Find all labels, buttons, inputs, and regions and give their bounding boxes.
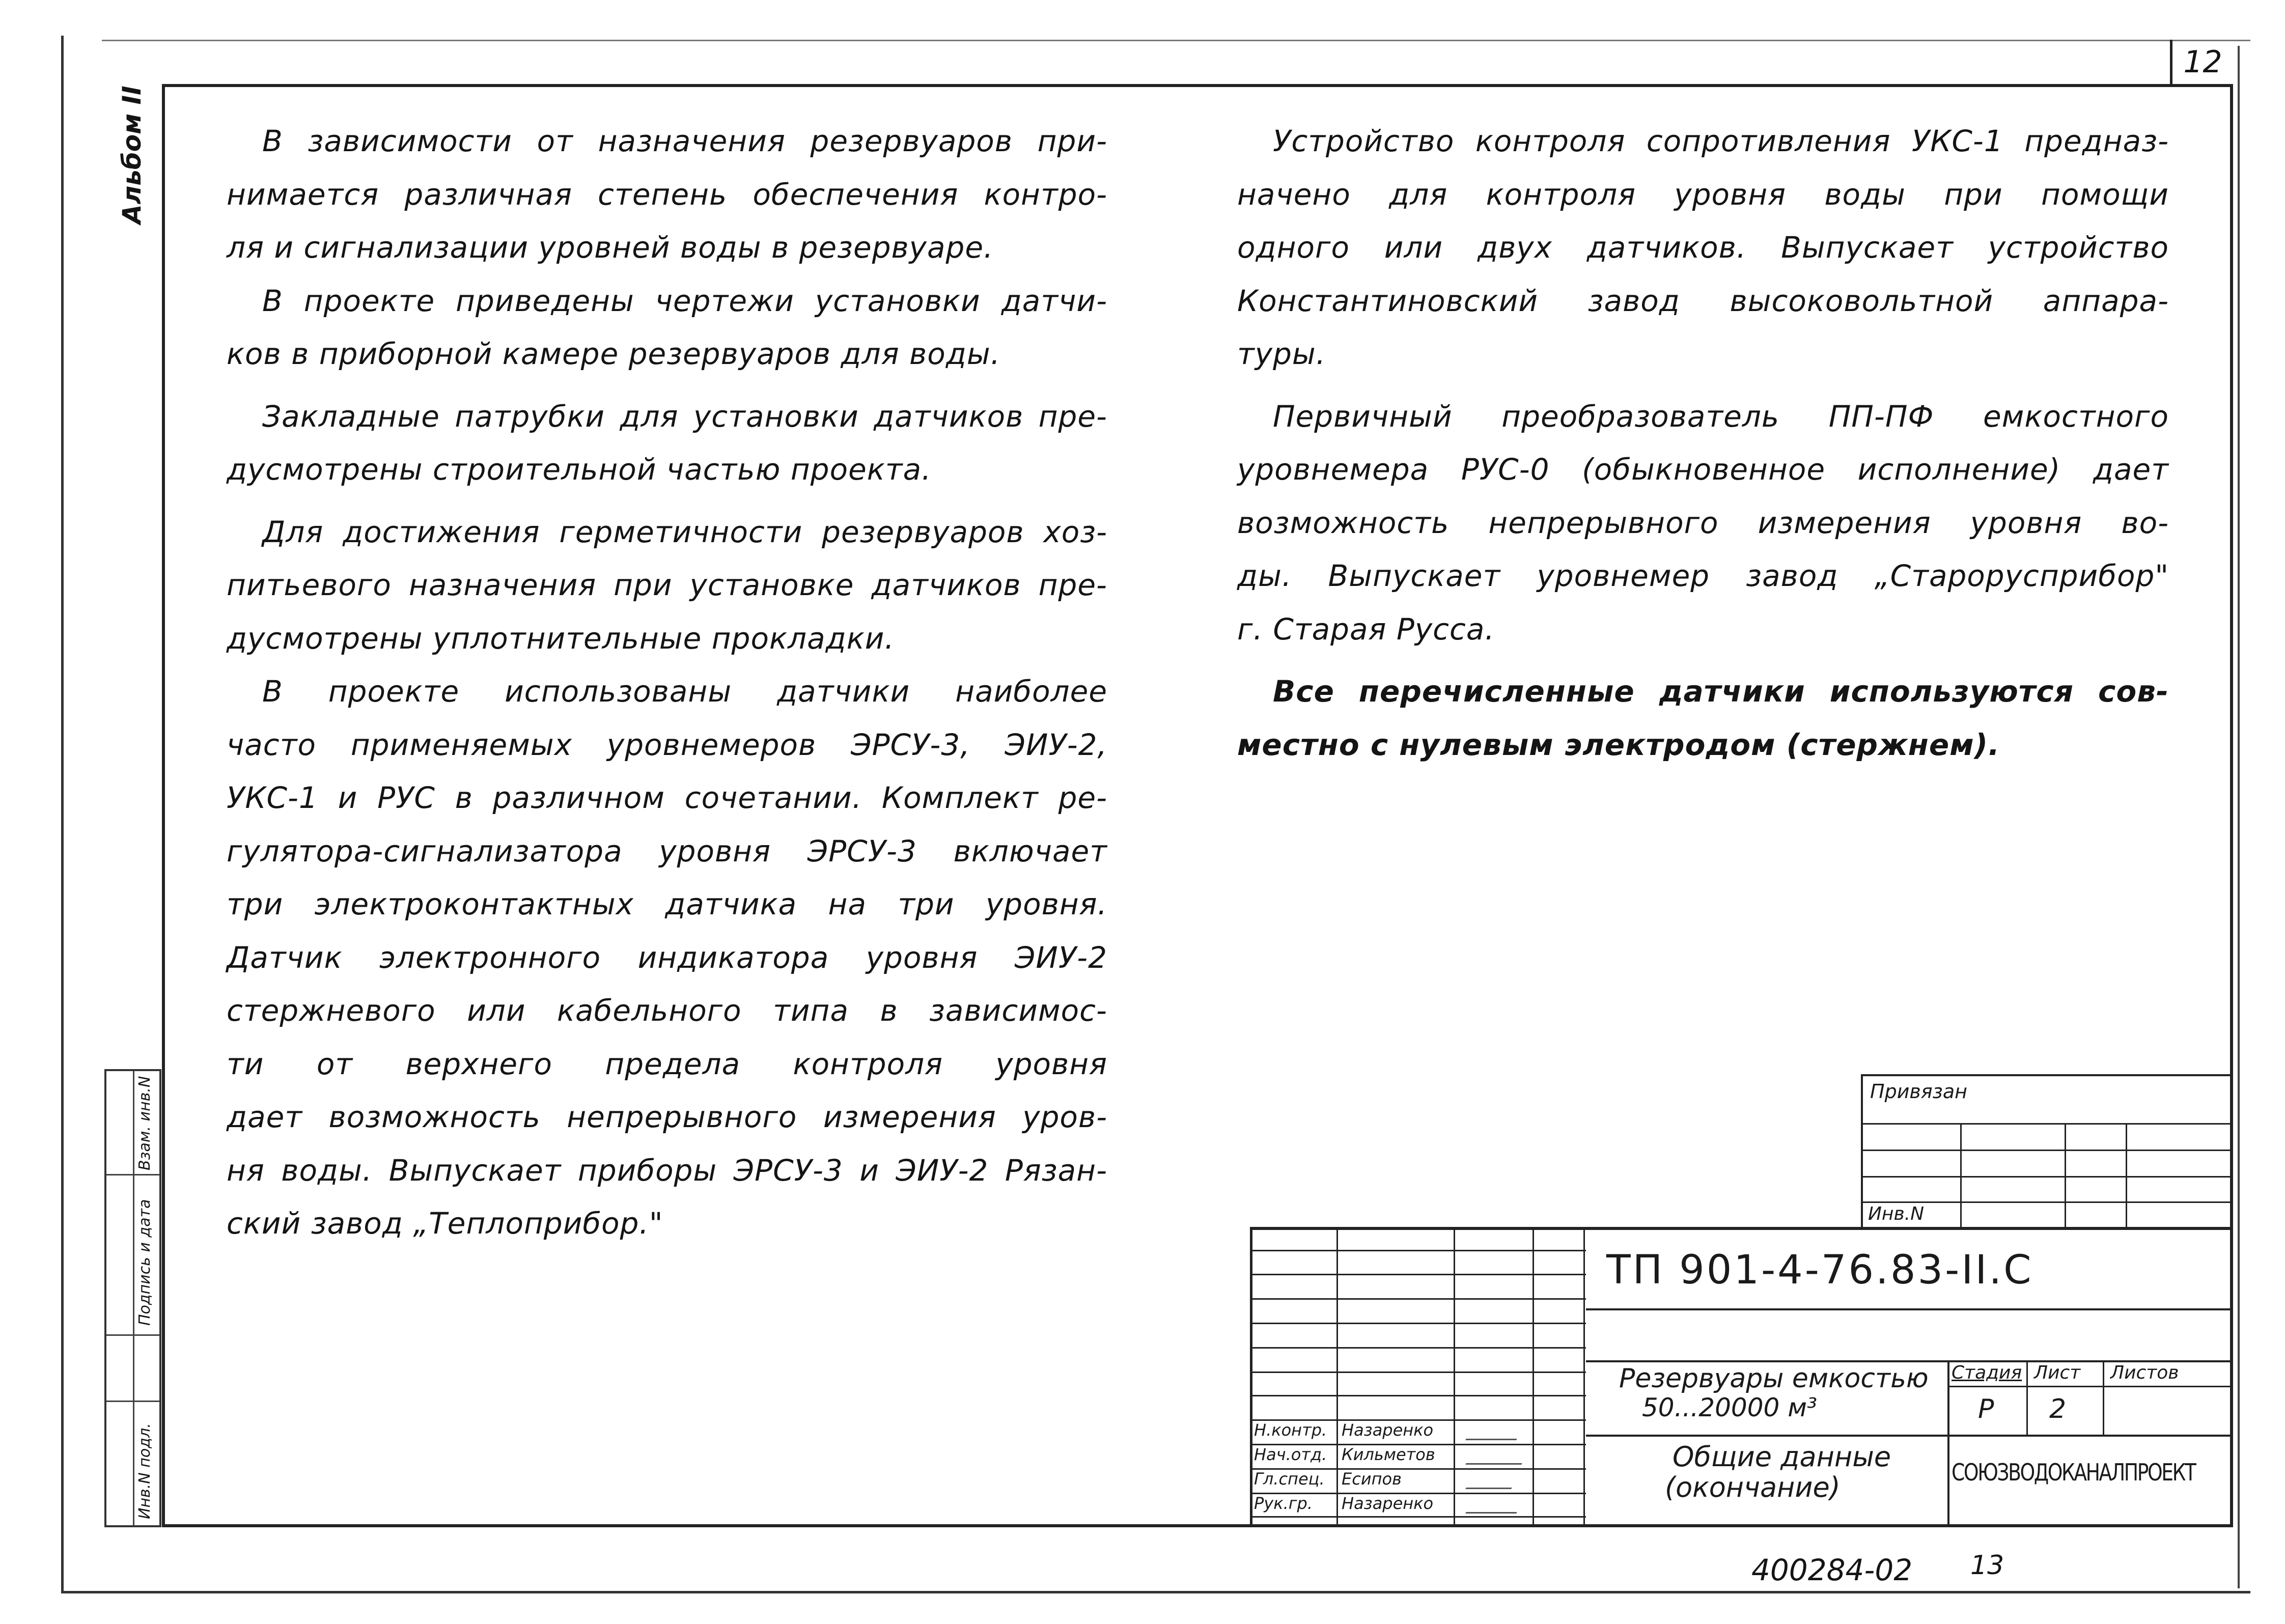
binding-block bbox=[1861, 1074, 2233, 1227]
sig-name: Назаренко bbox=[1342, 1420, 1434, 1440]
stamp-label-signature: Подпись и дата bbox=[136, 1199, 154, 1326]
organization: СОЮЗВОДОКАНАЛПРОЕКТ bbox=[1952, 1459, 2195, 1486]
top-rule bbox=[102, 40, 2250, 41]
sheets-header: Листов bbox=[2110, 1362, 2179, 1383]
right-rule bbox=[2238, 46, 2240, 1588]
text-line: В проекте приведены чертежи установки датчи- bbox=[262, 283, 1107, 318]
text-line: ти от верхнего предела контроля уровня bbox=[227, 1046, 1107, 1081]
text-line: ля и сигнализации уровней воды в резервуаре. bbox=[227, 230, 994, 265]
text-line: Для достижения герметичности резервуаров хоз- bbox=[262, 514, 1107, 549]
object-name-line2: 50...20000 м³ bbox=[1642, 1393, 1818, 1422]
text-line: питьевого назначения при установке датчиков пре- bbox=[227, 568, 1107, 602]
text-line: ня воды. Выпускает приборы ЭРСУ-3 и ЭИУ-2 Рязан- bbox=[227, 1153, 1107, 1188]
text-line: часто применяемых уровнемеров ЭРСУ-3, ЭИУ-2, bbox=[227, 727, 1107, 762]
sheet-value: 2 bbox=[2049, 1394, 2067, 1424]
sheet-number: 12 bbox=[2170, 40, 2233, 87]
text-line: ков в приборной камере резервуаров для воды. bbox=[227, 337, 1001, 371]
text-line: Все перечисленные датчики используются сов- bbox=[1273, 674, 2169, 709]
text-line: В проекте использованы датчики наиболее bbox=[262, 674, 1107, 709]
text-line: ды. Выпускает уровнемер завод „Старорусприбор" bbox=[1237, 558, 2169, 593]
right-text-column bbox=[1237, 115, 2169, 771]
title-block bbox=[1250, 1227, 2233, 1527]
sig-role: Н.контр. bbox=[1254, 1420, 1327, 1440]
text-line: дусмотрены уплотнительные прокладки. bbox=[227, 621, 895, 656]
text-line: ский завод „Теплоприбор." bbox=[227, 1206, 663, 1241]
object-name-line1: Резервуары емкостью bbox=[1619, 1363, 1929, 1394]
text-line: УКС-1 и РУС в различном сочетании. Комплект ре- bbox=[227, 780, 1107, 815]
sig-name: Есипов bbox=[1342, 1469, 1402, 1489]
text-line: одного или двух датчиков. Выпускает устройство bbox=[1237, 230, 2169, 265]
stage-value: Р bbox=[1978, 1394, 1994, 1424]
signature-mark bbox=[1465, 1450, 1528, 1465]
text-line: Закладные патрубки для установки датчиков пре- bbox=[262, 399, 1107, 434]
text-line: гулятора-сигнализатора уровня ЭРСУ-3 включает bbox=[227, 833, 1107, 869]
sig-name: Кильметов bbox=[1342, 1445, 1435, 1464]
stamp-label-replaced: Взам. инв.N bbox=[136, 1076, 154, 1170]
sig-role: Нач.отд. bbox=[1254, 1445, 1327, 1464]
stamp-label-inventory: Инв.N подл. bbox=[136, 1423, 154, 1519]
sig-name: Назаренко bbox=[1342, 1494, 1434, 1513]
text-line: начено для контроля уровня воды при помощи bbox=[1237, 177, 2169, 212]
text-line: Датчик электронного индикатора уровня ЭИУ-2 bbox=[227, 940, 1107, 975]
sig-role: Рук.гр. bbox=[1254, 1494, 1313, 1513]
drawing-code: ТП 901-4-76.83-II.С bbox=[1606, 1247, 2033, 1293]
text-line: нимается различная степень обеспечения контро- bbox=[227, 177, 1107, 212]
text-line: В зависимости от назначения резервуаров при- bbox=[262, 124, 1107, 158]
left-text-column bbox=[227, 115, 1107, 1250]
stage-header: Стадия bbox=[1952, 1362, 2022, 1383]
text-line: уровнемера РУС-0 (обыкновенное исполнение) дает bbox=[1237, 452, 2169, 487]
text-line: туры. bbox=[1237, 337, 1326, 371]
sig-role: Гл.спец. bbox=[1254, 1469, 1325, 1489]
text-line: дает возможность непрерывного измерения уров- bbox=[227, 1100, 1107, 1134]
footer-code: 400284-02 bbox=[1751, 1553, 1913, 1587]
text-line: Первичный преобразователь ПП-ПФ емкостного bbox=[1273, 399, 2169, 434]
footer-page-number: 13 bbox=[1970, 1550, 2004, 1581]
text-line: Устройство контроля сопротивления УКС-1 предназ- bbox=[1273, 124, 2169, 158]
text-line: стержневого или кабельного типа в зависимос- bbox=[227, 993, 1107, 1028]
signature-mark bbox=[1465, 1425, 1523, 1440]
binding-label: Привязан bbox=[1870, 1080, 1967, 1103]
signature-mark bbox=[1465, 1474, 1518, 1489]
text-line: возможность непрерывного измерения уровня во- bbox=[1237, 505, 2169, 540]
doc-title-line2: (окончание) bbox=[1665, 1471, 1841, 1503]
left-stamp-strip bbox=[104, 1069, 161, 1527]
sheet-header: Лист bbox=[2034, 1362, 2081, 1383]
text-line: три электроконтактных датчика на три уровня. bbox=[227, 887, 1107, 921]
text-line: местно с нулевым электродом (стержнем). bbox=[1237, 727, 2000, 762]
text-line: г. Старая Русса. bbox=[1237, 611, 1495, 647]
inv-label: Инв.N bbox=[1868, 1203, 1925, 1224]
signature-mark bbox=[1465, 1499, 1523, 1514]
text-line: дусмотрены строительной частью проекта. bbox=[227, 452, 932, 487]
doc-title-line1: Общие данные bbox=[1673, 1441, 1891, 1473]
text-line: Константиновский завод высоковольтной аппара- bbox=[1237, 283, 2169, 318]
album-label: Альбом II bbox=[117, 86, 147, 224]
